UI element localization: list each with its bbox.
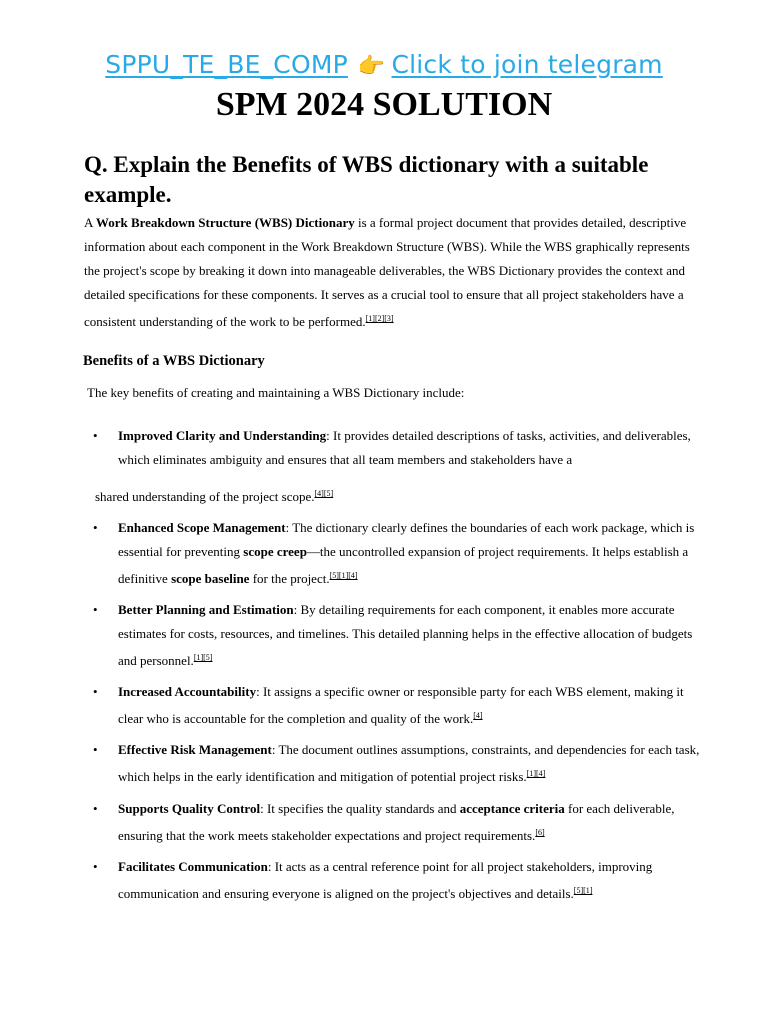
- benefit-title: Better Planning and Estimation: [118, 602, 294, 617]
- banner-cta-text: Click to join telegram: [391, 50, 663, 79]
- benefit-scope: [118, 516, 702, 591]
- benefit-citations[interactable]: [5][1][4]: [329, 571, 358, 580]
- intro-text: is a formal project document that provides detailed, descriptive information about each component in the Work Breakdown Structure (WBS). While the WBS graphically represents the project's scope by breaking it down into manageable deliverables, the WBS Dictionary provides the context and detailed specifications for these components. It serves as a crucial tool to ensure that all project stakeholders have a consistent understanding of the work to be performed.: [84, 215, 690, 329]
- benefit-clarity-continuation: [95, 482, 333, 509]
- benefit-term: scope baseline: [171, 571, 250, 586]
- benefit-planning: [118, 598, 702, 673]
- intro-citations[interactable]: [1][2][3]: [365, 314, 394, 323]
- benefit-citations[interactable]: [6]: [535, 828, 545, 837]
- bullet-marker: •: [93, 742, 98, 757]
- benefit-text: : The dictionary clearly defines the boundaries of each work package, which is essential for preventing: [118, 520, 695, 559]
- benefit-text: for the project.: [249, 571, 330, 586]
- benefit-text: for each deliverable, ensuring that the work meets stakeholder expectations and project requirements.: [118, 801, 675, 843]
- benefit-citations[interactable]: [1][5]: [193, 653, 213, 662]
- benefit-accountability: [118, 680, 702, 731]
- banner-channel-name: SPPU_TE_BE_COMP: [105, 50, 348, 79]
- benefit-title: Effective Risk Management: [118, 742, 272, 757]
- benefit-title: Enhanced Scope Management: [118, 520, 286, 535]
- benefit-text: : It specifies the quality standards and: [260, 801, 460, 816]
- benefit-text: shared understanding of the project scope.: [95, 489, 315, 504]
- benefit-citations[interactable]: [4][5]: [314, 489, 334, 498]
- benefit-communication: [118, 855, 702, 906]
- bullet-marker: •: [93, 520, 98, 535]
- page-title: SPM 2024 SOLUTION: [215, 86, 553, 123]
- benefit-text: : The document outlines assumptions, constraints, and dependencies for each task, which helps in the early identification and mitigation of potential project risks.: [118, 742, 700, 784]
- intro-pre: A: [84, 215, 96, 230]
- benefit-citations[interactable]: [5][1]: [573, 886, 593, 895]
- benefit-text: : It acts as a central reference point for all project stakeholders, improving communication and ensuring everyone is aligned on the project's objectives and details.: [118, 859, 653, 901]
- benefit-quality: [118, 797, 702, 848]
- bullet-marker: •: [93, 602, 98, 617]
- benefit-clarity: [118, 424, 702, 472]
- benefit-risk: [118, 738, 702, 789]
- benefit-term: scope creep: [243, 544, 307, 559]
- bullet-marker: •: [93, 428, 98, 443]
- benefit-title: Increased Accountability: [118, 684, 257, 699]
- benefit-term: acceptance criteria: [459, 801, 565, 816]
- benefits-lead: The key benefits of creating and maintaining a WBS Dictionary include:: [87, 385, 465, 400]
- intro-term: Work Breakdown Structure (WBS) Dictionary: [95, 215, 355, 230]
- benefit-citations[interactable]: [4]: [473, 711, 483, 720]
- bullet-marker: •: [93, 684, 98, 699]
- benefit-citations[interactable]: [1][4]: [526, 769, 546, 778]
- benefit-title: Facilitates Communication: [118, 859, 268, 874]
- benefit-title: Supports Quality Control: [118, 801, 261, 816]
- bullet-marker: •: [93, 859, 98, 874]
- benefit-text: —the uncontrolled expansion of project requirements. It helps establish a definitive: [118, 544, 689, 586]
- pointing-hand-icon: 👉: [357, 54, 386, 79]
- benefits-subheading: Benefits of a WBS Dictionary: [83, 353, 265, 369]
- benefit-title: Improved Clarity and Understanding: [118, 428, 327, 443]
- benefit-text: : It provides detailed descriptions of tasks, activities, and deliverables, which eliminates ambiguity and ensures that all team members and stakeholders have a: [118, 428, 691, 467]
- benefit-text: : By detailing requirements for each component, it enables more accurate estimates for costs, resources, and timelines. This detailed planning helps in the effective allocation of budgets and personnel.: [118, 602, 693, 668]
- bullet-marker: •: [93, 801, 98, 816]
- benefit-text: : It assigns a specific owner or responsible party for each WBS element, making it clear who is accountable for the completion and quality of the work.: [118, 684, 684, 726]
- question-heading: Q. Explain the Benefits of WBS dictionary with a suitable example.: [84, 152, 649, 207]
- intro-paragraph: [84, 211, 696, 334]
- telegram-join-link[interactable]: [0, 50, 768, 79]
